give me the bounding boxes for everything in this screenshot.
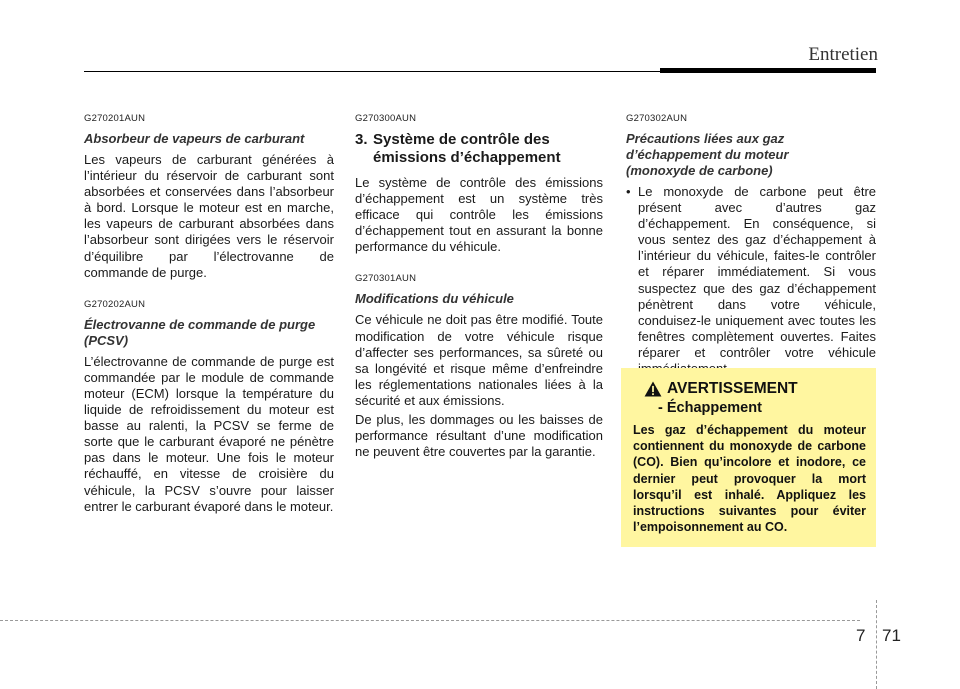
warning-title: AVERTISSEMENT [667,380,798,397]
warning-triangle-icon [644,381,662,397]
page-number: 71 [882,626,901,645]
heading-line: émissions d’échappement [373,149,561,166]
chapter-number: 7 [856,626,866,645]
section-code: G270301AUN [355,273,417,285]
section-body: Les vapeurs de carburant générées à l’intérieur du réservoir de carburant sont absorbées et conservées dans l’absorbeur à bord. Lorsque le moteur est en marche, les vapeurs de carburant absorbées dans l’absorbeur sont dirigées vers le réservoir d’équilibre par l’électrovanne de commande de purge. [84,152,334,280]
footer-divider [876,600,878,689]
section-heading: Modifications du véhicule [355,291,514,307]
bullet-list [626,184,876,377]
main-section-heading [355,131,603,167]
heading-line: Système de contrôle des [373,131,550,148]
header-rule-thin [84,71,660,72]
heading-line: (PCSV) [84,332,129,348]
heading-line: Électrovanne de commande de purge [84,316,316,332]
column-right [626,113,876,377]
section-heading: Absorbeur de vapeurs de carburant [84,131,305,146]
section-body: Ce véhicule ne doit pas être modifié. Toute modification de votre véhicule risque d’affecter ses performances, sa sûreté ou sa longévité et risque même d’enfreindre les réglementations nationales liées à la sécurité et aux émissions. [355,312,603,408]
heading-line: d’échappement du moteur [626,147,789,162]
header-rule-thick [660,68,876,73]
column-left [84,113,334,515]
heading-line: (monoxyde de carbone) [626,163,773,178]
warning-title-row [644,380,866,398]
section-code: G270302AUN [626,113,688,124]
section-body: Le système de contrôle des émissions d’échappement est un système très efficace qui contrôle les émissions d’échappement tout en assurant la bonne performance du véhicule. [355,175,603,255]
list-item-text: Le monoxyde de carbone peut être présent avec d’autres gaz d’échappement. En conséquence, si vous sentez des gaz d’échappement à l’intérieur du véhicule, faites-le contrôler et réparer immédiatement. Si vous suspectez que des gaz d’échappement pénètrent dans votre véhicule, conduisez-le uniquement avec toutes les fenêtres complètement ouvertes. Faites réparer et contrôler votre véhicule [638,184,876,360]
warning-subtitle: - Échappement [658,400,762,416]
section-code: G270202AUN [84,298,146,310]
bullet-mark: • [626,184,631,199]
warning-text: Les gaz d’échappement du moteur contiennent du monoxyde de carbone (CO). Bien qu’incolore et inodore, ce dernier peut provoquer la mort lorsqu’il est inhalé. Appliquez les instructions suivantes pour éviter l’empoisonnement au CO. [633,423,866,535]
page-header-title: Entretien [808,44,878,65]
section-heading [626,131,876,179]
footer-rule [0,620,860,622]
heading-line: Précautions liées aux gaz [626,131,785,146]
column-middle [355,113,603,460]
section-code: G270300AUN [355,113,417,124]
section-body: L’électrovanne de commande de purge est commandée par le module de commande moteur (ECM) lorsque la température du liquide de refroidissement du moteur est basse au ralenti, la PCSV se ferme de sorte que le carburant évaporé ne pénètre pas dans le moteur. Une fois le moteur réchauffé, en vitesse de croisière du véhicule, la PCSV s’ouvre pour laisser entrer le carburant évaporé dans le moteur. [84,353,334,514]
list-item [626,184,876,377]
section-number: 3. [355,131,368,148]
section-code: G270201AUN [84,113,146,124]
section-heading [84,317,334,349]
warning-box [621,368,876,547]
section-body: De plus, les dommages ou les baisses de performance résultant d’une modification ne peuvent être couvertes par la garantie. [355,412,603,460]
